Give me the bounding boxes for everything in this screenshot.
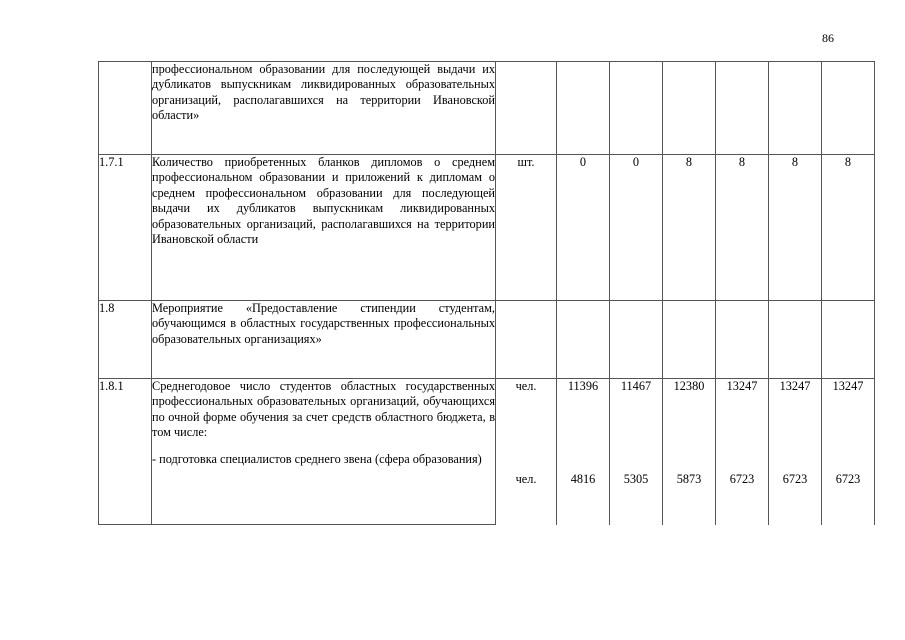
row-value — [663, 62, 716, 155]
row-value-cell — [769, 379, 822, 525]
row-value — [716, 62, 769, 155]
row-unit — [496, 301, 557, 379]
row-value-cell — [822, 379, 875, 525]
row-description: Количество приобретенных бланков дипломов о среднем профессиональном образовании и приложений к дипломам о среднем профессиональном образовании для последующей выдачи их дубликатов выпускникам ликвидированных образовательных организаций, располагавшихся на территории Ивановской области — [152, 155, 496, 301]
row-value — [557, 62, 610, 155]
row-value: 8 — [716, 155, 769, 301]
row-subitem-value: 6723 — [729, 472, 755, 487]
row-value-cell — [557, 379, 610, 525]
row-number: 1.8 — [99, 301, 152, 379]
row-value — [663, 301, 716, 379]
row-value — [610, 62, 663, 155]
row-value: 8 — [769, 155, 822, 301]
indicators-table — [98, 61, 875, 525]
row-number: 1.7.1 — [99, 155, 152, 301]
row-number: 1.8.1 — [99, 379, 152, 525]
row-value-cell — [663, 379, 716, 525]
row-subitem-value: 5305 — [623, 472, 649, 487]
row-value: 0 — [610, 155, 663, 301]
row-value — [769, 62, 822, 155]
row-description: Мероприятие «Предоставление стипендии студентам, обучающимся в областных государственных профессиональных образовательных организациях» — [152, 301, 496, 379]
row-value: 13247 — [779, 379, 811, 393]
row-description-main: Среднегодовое число студентов областных государственных профессиональных образовательных организаций, обучающихся по очной форме обучения за счет средств областного бюджета, в том числе: — [152, 379, 495, 440]
row-subitem-value: 6723 — [782, 472, 808, 487]
row-value: 13247 — [832, 379, 864, 393]
row-value — [822, 301, 875, 379]
row-value — [716, 301, 769, 379]
row-value: 11396 — [567, 379, 599, 393]
row-value — [769, 301, 822, 379]
page-number: 86 — [822, 31, 834, 45]
table-row — [99, 62, 875, 155]
row-value — [610, 301, 663, 379]
row-unit: шт. — [496, 155, 557, 301]
row-value: 13247 — [726, 379, 758, 393]
row-value-cell — [716, 379, 769, 525]
row-value-cell — [610, 379, 663, 525]
row-subitem-unit: чел. — [515, 472, 537, 487]
row-subitem-value: 4816 — [570, 472, 596, 487]
row-value — [822, 62, 875, 155]
row-subitem-value: 5873 — [676, 472, 702, 487]
row-subitem-description: - подготовка специалистов среднего звена (сфера образования) — [152, 451, 482, 466]
row-unit-main: чел. — [515, 379, 537, 393]
row-description: профессиональном образовании для последующей выдачи их дубликатов выпускникам ликвидированных образовательных организаций, располагавшихся на территории Ивановской области» — [152, 62, 496, 155]
row-value — [557, 301, 610, 379]
row-description — [152, 379, 496, 525]
row-number — [99, 62, 152, 155]
row-unit — [496, 62, 557, 155]
row-value: 12380 — [673, 379, 705, 393]
row-value: 8 — [822, 155, 875, 301]
row-subitem-value: 6723 — [835, 472, 861, 487]
table-row — [99, 301, 875, 379]
row-value: 0 — [557, 155, 610, 301]
table-row — [99, 155, 875, 301]
table-row — [99, 379, 875, 525]
row-unit — [496, 379, 557, 525]
row-value: 8 — [663, 155, 716, 301]
row-value: 11467 — [620, 379, 652, 393]
